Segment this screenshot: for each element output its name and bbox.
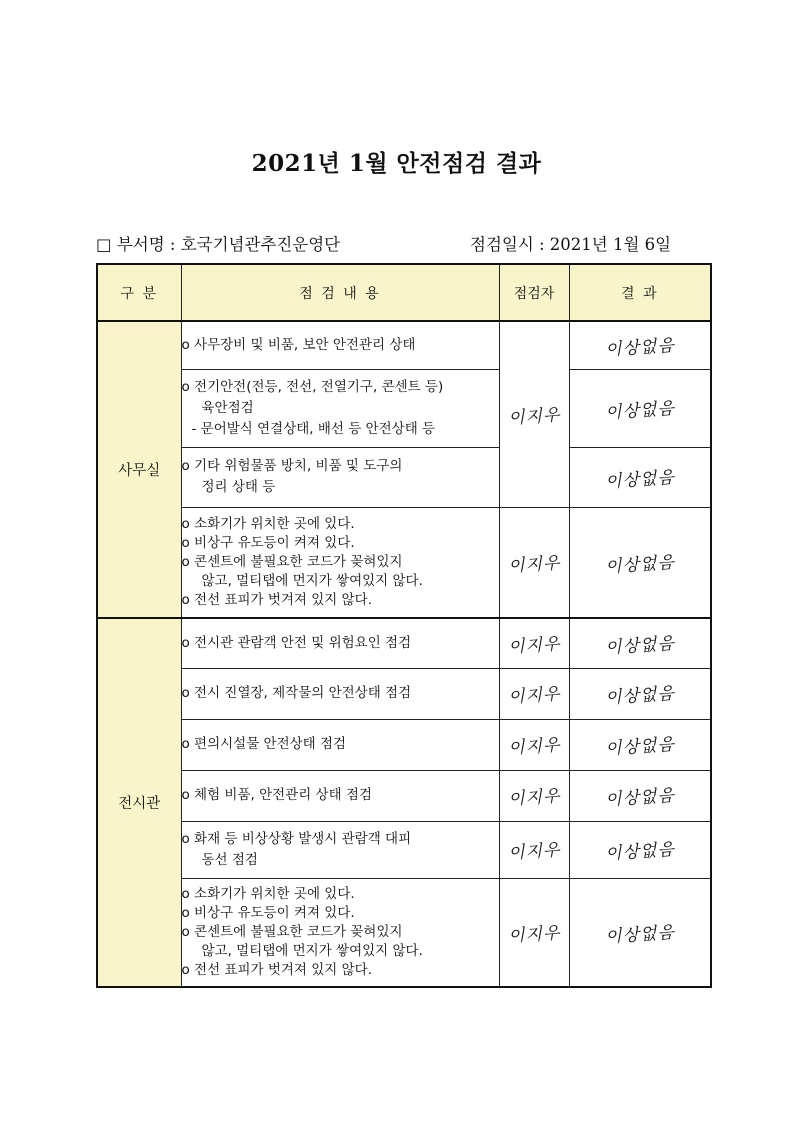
check-line: 동선 점검: [201, 851, 258, 868]
result-signature: 이상없음: [569, 369, 711, 447]
check-item: [181, 507, 499, 618]
check-line: o 소화기가 위치한 곳에 있다.: [181, 885, 355, 902]
check-item: [181, 878, 499, 987]
category-office: 사무실: [97, 321, 181, 618]
inspector-signature: 이지우: [499, 321, 569, 507]
header-inspector: 점검자: [499, 264, 569, 321]
inspector-signature: 이지우: [499, 821, 569, 878]
check-item: [181, 618, 499, 668]
header-category: 구 분: [97, 264, 181, 321]
check-item: [181, 321, 499, 369]
check-line: 않고, 멀티탭에 먼지가 쌓여있지 않다.: [201, 942, 423, 959]
result-signature: 이상없음: [569, 668, 711, 719]
check-line: o 전기안전(전등, 전선, 전열기구, 콘센트 등): [181, 378, 444, 395]
check-item: [181, 668, 499, 719]
inspector-signature: 이지우: [499, 668, 569, 719]
result-signature: 이상없음: [569, 618, 711, 668]
check-line: 정리 상태 등: [201, 479, 276, 495]
check-line: o 콘센트에 불필요한 코드가 꽂혀있지: [181, 923, 403, 940]
check-item: [181, 369, 499, 447]
inspector-signature: 이지우: [499, 719, 569, 770]
result-signature: 이상없음: [569, 507, 711, 618]
check-line: o 전선 표피가 벗겨져 있지 않다.: [181, 961, 372, 978]
check-line: 육안점검: [201, 399, 254, 416]
check-line: o 콘센트에 불필요한 코드가 꽂혀있지: [181, 553, 403, 570]
inspector-signature: 이지우: [499, 507, 569, 618]
inspector-signature: 이지우: [499, 878, 569, 987]
table-row: [97, 507, 711, 618]
table-row: [97, 821, 711, 878]
check-line: 않고, 멀티탭에 먼지가 쌓여있지 않다.: [201, 572, 423, 589]
check-line: o 전선 표피가 벗겨져 있지 않다.: [181, 591, 372, 608]
inspector-signature: 이지우: [499, 770, 569, 821]
table-row: [97, 447, 711, 507]
check-item: [181, 770, 499, 821]
inspection-date: 점검일시 : 2021년 1월 6일: [470, 235, 672, 254]
check-item: [181, 447, 499, 507]
check-item: [181, 719, 499, 770]
table-row: [97, 878, 711, 987]
result-signature: 이상없음: [569, 878, 711, 987]
table-row: [97, 668, 711, 719]
department-name: □ 부서명 : 호국기념관추진운영단: [96, 235, 341, 254]
category-exhibition: 전시관: [97, 618, 181, 987]
inspector-signature: 이지우: [499, 618, 569, 668]
inspection-table: [96, 263, 712, 988]
result-signature: 이상없음: [569, 321, 711, 369]
check-line: o 화재 등 비상상황 발생시 관람객 대피: [181, 830, 412, 847]
document-title: 2021년 1월 안전점검 결과: [251, 150, 542, 177]
check-line: o 소화기가 위치한 곳에 있다.: [181, 515, 355, 532]
result-signature: 이상없음: [569, 770, 711, 821]
result-signature: 이상없음: [569, 447, 711, 507]
check-line: o 편의시설물 안전상태 점검: [181, 736, 347, 752]
check-line: o 전시 진열장, 제작물의 안전상태 점검: [181, 685, 412, 701]
check-line: o 사무장비 및 비품, 보안 안전관리 상태: [181, 336, 416, 353]
table-row: [97, 618, 711, 668]
table-row: [97, 770, 711, 821]
result-signature: 이상없음: [569, 719, 711, 770]
header-result: 결 과: [569, 264, 711, 321]
table-row: [97, 321, 711, 369]
check-line: o 비상구 유도등이 켜져 있다.: [181, 534, 355, 551]
table-row: [97, 719, 711, 770]
table-row: [97, 369, 711, 447]
header-row: [97, 264, 711, 321]
result-signature: 이상없음: [569, 821, 711, 878]
check-line: o 체험 비품, 안전관리 상태 점검: [181, 787, 372, 803]
header-content: 점 검 내 용: [181, 264, 499, 321]
check-line: o 기타 위험물품 방치, 비품 및 도구의: [181, 458, 403, 474]
check-line: - 문어발식 연결상태, 배선 등 안전상태 등: [191, 420, 436, 437]
check-item: [181, 821, 499, 878]
check-line: o 전시관 관람객 안전 및 위험요인 점검: [181, 634, 412, 651]
check-line: o 비상구 유도등이 켜져 있다.: [181, 904, 355, 921]
